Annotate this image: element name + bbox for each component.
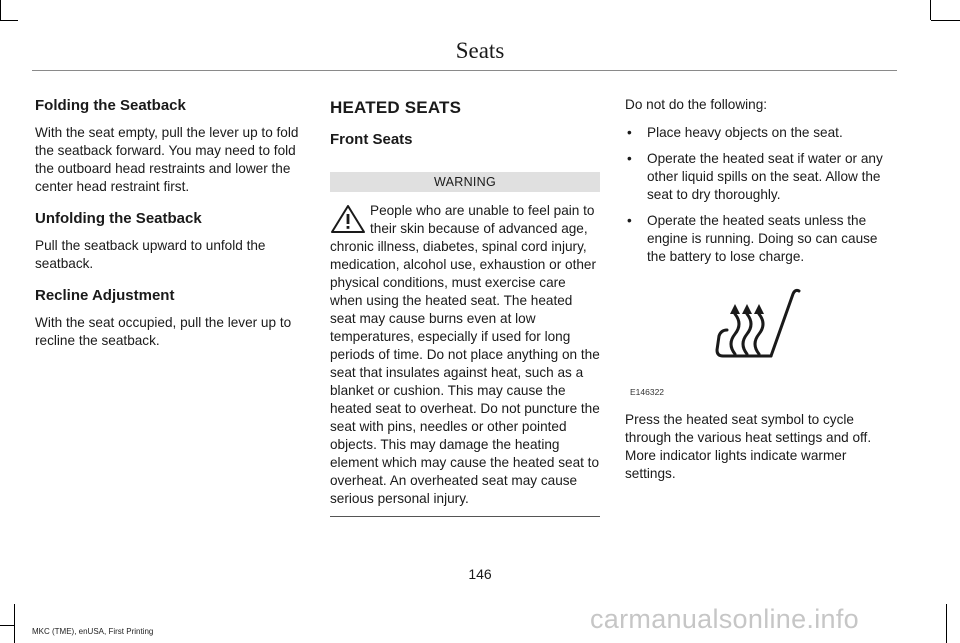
warning-label: WARNING	[330, 172, 600, 192]
list-item: • Operate the heated seats unless the engine is running. Doing so can cause the battery to lose charge.	[625, 212, 897, 266]
crop-mark	[14, 604, 15, 643]
page-number: 146	[468, 566, 492, 582]
unfolding-heading: Unfolding the Seatback	[35, 210, 202, 227]
do-not-intro: Do not do the following:	[625, 97, 768, 112]
warning-text: People who are unable to feel pain to their skin because of advanced age, chronic illness, diabetes, spinal cord injury, medication, alcohol use, exhaustion or other physical conditions, must exercise care when using the heated seat. The heated seat may cause burns even at low temperatures, especially if used for long periods of time. Do not place anything on the seat that insulates against heat, such as a blanket or cushion. This may cause the heated seat to overheat. Do not puncture the seat with pins, needles or other pointed objects. This may damage the heating element which may cause the heated seat to overheat. An overheated seat may cause serious personal injury.	[330, 203, 600, 506]
recline-heading: Recline Adjustment	[35, 287, 175, 304]
heated-seat-figure	[625, 276, 897, 401]
warning-box	[330, 202, 600, 508]
left-column	[35, 96, 305, 363]
do-not-list	[625, 124, 897, 266]
sub-heading: Front Seats	[330, 131, 413, 148]
right-column	[625, 96, 897, 496]
middle-column	[330, 96, 600, 517]
heated-seat-icon	[713, 286, 803, 361]
warning-divider	[330, 516, 600, 517]
crop-mark	[0, 0, 1, 20]
recline-text: With the seat occupied, pull the lever up to recline the seatback.	[35, 315, 292, 348]
crop-mark	[931, 20, 960, 21]
unfolding-text: Pull the seatback upward to unfold the seatback.	[35, 238, 266, 271]
crop-mark	[0, 20, 18, 21]
header-divider	[32, 70, 897, 71]
section-heading: HEATED SEATS	[330, 98, 462, 117]
crop-mark	[946, 604, 947, 643]
folding-heading: Folding the Seatback	[35, 97, 186, 114]
watermark: carmanualsonline.info	[590, 604, 859, 634]
folding-text: With the seat empty, pull the lever up to fold the seatback forward. You may need to fold the outboard head restraints and lower the center head restraint first.	[35, 125, 299, 194]
crop-mark	[0, 625, 14, 626]
footer-text: MKC (TME), enUSA, First Printing	[32, 627, 154, 636]
figure-label: E146322	[630, 387, 665, 397]
list-item: • Place heavy objects on the seat.	[625, 124, 897, 142]
page-header-title: Seats	[455, 38, 505, 63]
list-item: • Operate the heated seat if water or any other liquid spills on the seat. Allow the seat to dry thoroughly.	[625, 150, 897, 204]
warning-triangle-icon	[330, 204, 366, 234]
heated-seat-instructions: Press the heated seat symbol to cycle through the various heat settings and off. More indicator lights indicate warmer settings.	[625, 412, 872, 481]
crop-mark	[930, 0, 931, 20]
